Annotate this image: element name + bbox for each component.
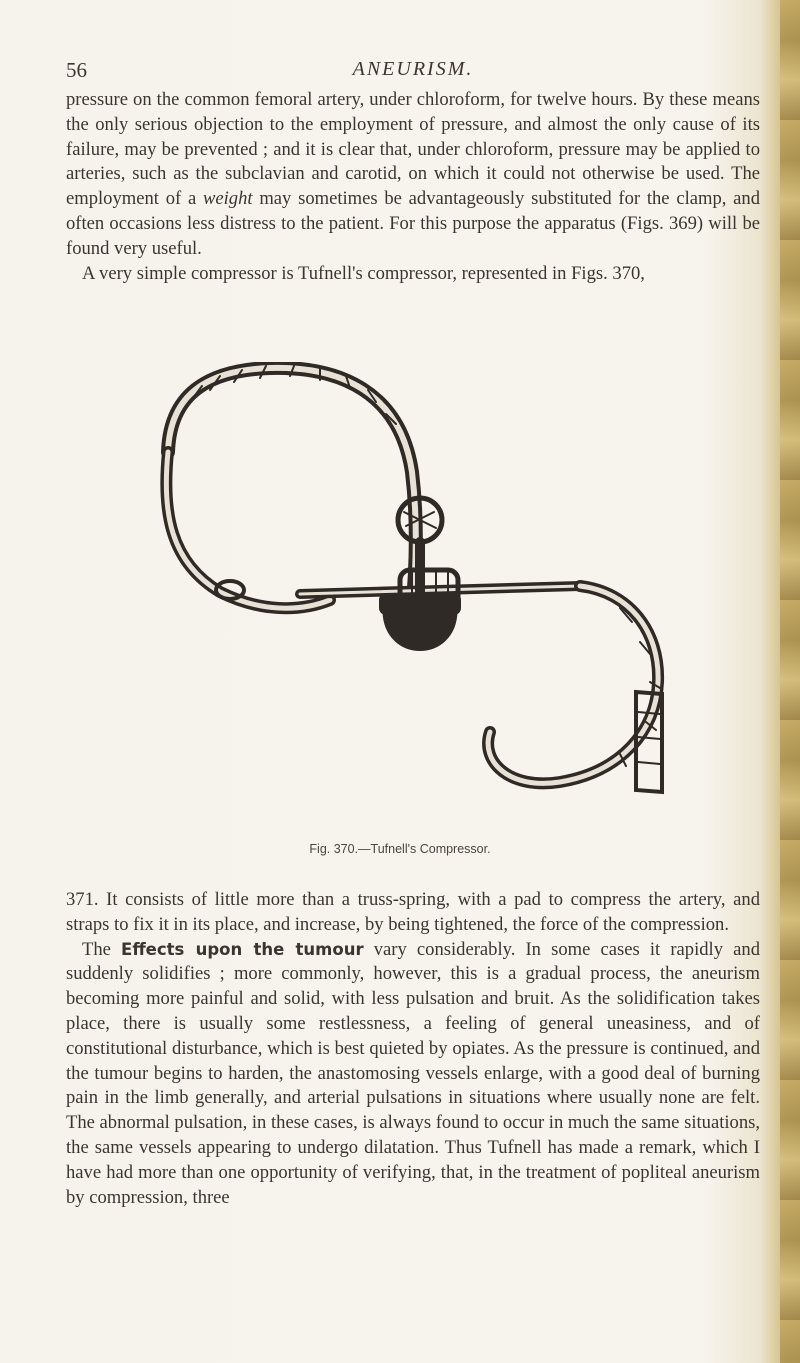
page-number: 56	[66, 58, 87, 82]
italic-weight: weight	[202, 188, 253, 210]
running-title: ANEURISM.	[352, 58, 474, 80]
page-header	[66, 58, 760, 88]
page-edge-strip	[780, 0, 800, 1363]
left-strap	[166, 452, 330, 608]
compress-pad	[384, 612, 456, 650]
right-strap	[488, 586, 658, 783]
paragraph-371: 371. It consists of little more than a truss-spring, with a pad to compress the artery, and straps to fix it in its place, and increase, by being tightened, the force of the compression.	[66, 889, 760, 935]
figure-caption: Fig. 370.—Tufnell's Compressor.	[309, 842, 491, 856]
top-text-block	[66, 88, 760, 286]
bottom-text-block	[66, 888, 760, 1210]
paragraph-pressure	[66, 88, 760, 262]
paragraph-pressure-part-a: pressure on the common femoral artery, under chloroform, for twelve hours. By these means the only serious objection to the employment of pressure, and almost the only cause of its failure, may be prevented ; and it is clear that, under chloroform, pressure may be applied to arteries, such as the subclavian and carotid, on which it could not otherwise be used. The employment of a	[66, 89, 760, 210]
section-heading-effects: Effects upon the tumour	[121, 939, 364, 959]
paragraph-effects-body: vary considerably. In some cases it rapidly and suddenly solidifies ; more commonly, however, this is a gradual process, the aneurism becoming more painful and solid, with less pulsation and bruit. As the solidification takes place, there is usually some restlessness, a feeling of general uneasiness, and of constitutional disturbance, which is best quieted by opiates. As the pressure is continued, and the tumour begins to harden, the anastomosing vessels enlarge, with a good deal of burning pain in the limb generally, and arterial pulsations in situations where usually none are felt. The abnormal pulsation, in these cases, is always found to occur in much the same situations, the same vessels appearing to undergo dilatation. Thus Tufnell has made a remark, which I have had more than one opportunity of verifying, that, in the treatment of popliteal aneurism by compression, three	[66, 938, 761, 1208]
paragraph-pressure-part-b: may sometimes be advantageously substituted for the clamp, and often occasions less distress to the patient. For this purpose the apparatus (Figs. 369) will be found very useful.	[66, 188, 760, 259]
paragraph-effects-lead: The	[82, 938, 122, 960]
paragraph-effects	[66, 938, 760, 1211]
tufnell-compressor-illustration	[150, 362, 670, 802]
paragraph-compressor-intro: A very simple compressor is Tufnell's compressor, represented in Figs. 370,	[82, 262, 645, 284]
